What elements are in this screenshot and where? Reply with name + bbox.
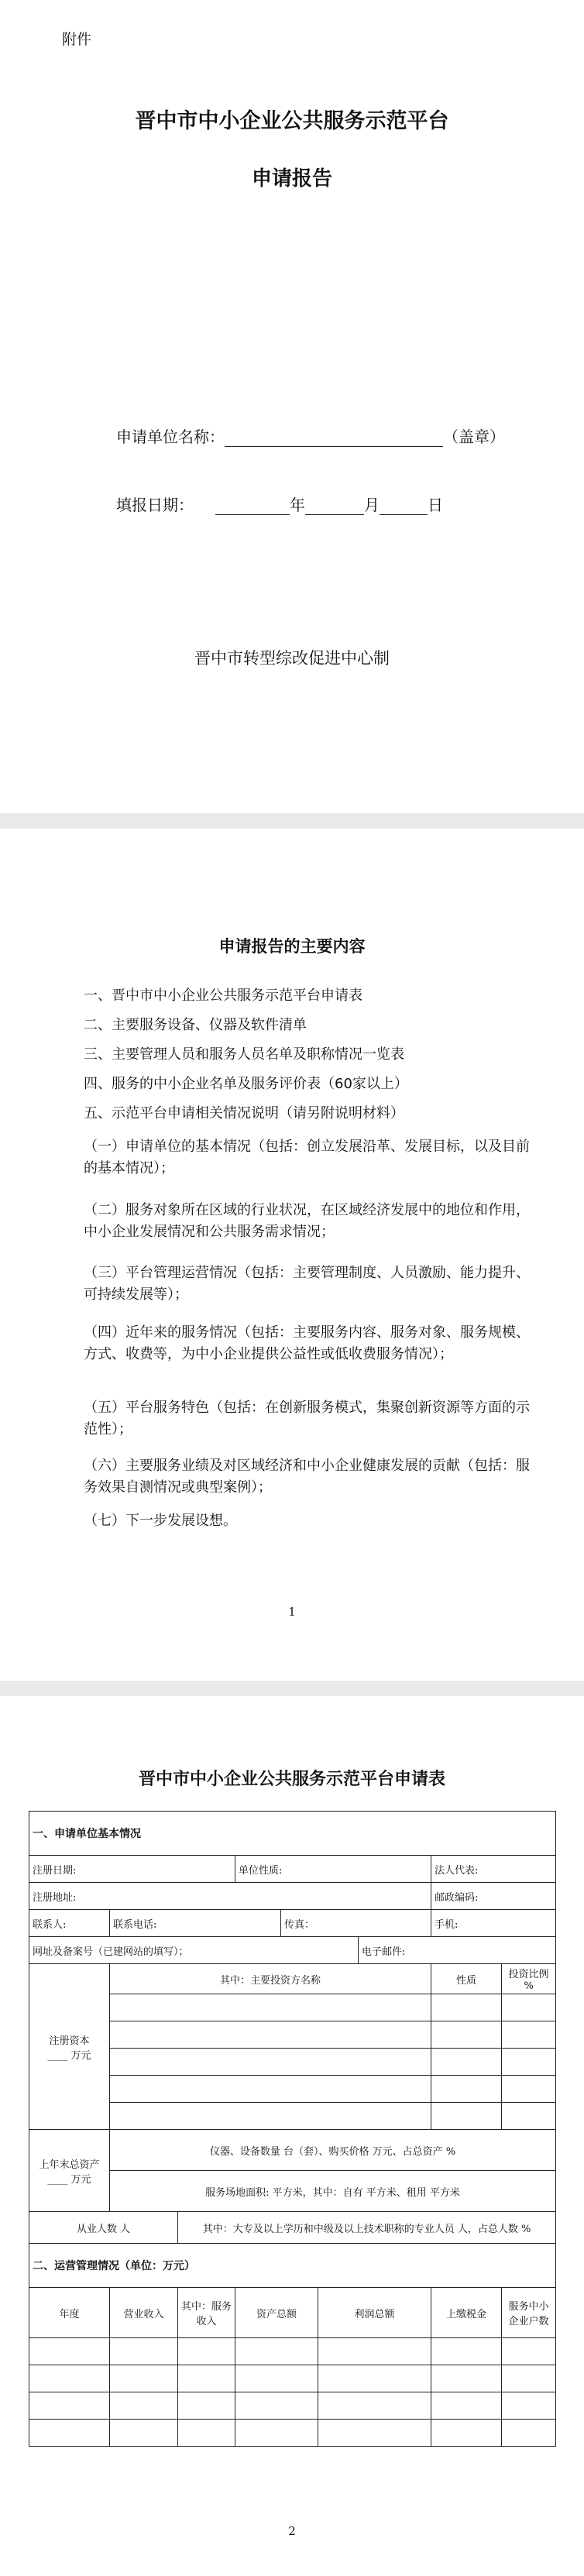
- cell[interactable]: [178, 2392, 235, 2420]
- detail-item: （六）主要服务业绩及对区域经济和中小企业健康发展的贡献（包括：服务效果自测情况或典型案例）；: [84, 1458, 530, 1496]
- legal-rep-field[interactable]: 法人代表:: [431, 1856, 556, 1883]
- applicant-line: [116, 424, 505, 447]
- cell[interactable]: [502, 2338, 556, 2365]
- cell[interactable]: [502, 2365, 556, 2392]
- total-assets-unit: ____ 万元: [47, 2173, 91, 2186]
- mobile-field[interactable]: 手机:: [431, 1910, 556, 1937]
- cell[interactable]: [235, 2392, 318, 2420]
- application-table: [29, 1811, 556, 2447]
- postcode-field[interactable]: 邮政编码:: [431, 1883, 556, 1910]
- investor-name-cell[interactable]: [110, 2076, 431, 2103]
- cell[interactable]: [110, 2365, 178, 2392]
- reg-capital-label: 注册资本: [49, 2035, 90, 2047]
- detail-item: （七）下一步发展设想。: [84, 1513, 237, 1529]
- unit-nature-field[interactable]: 单位性质:: [235, 1856, 431, 1883]
- investor-ratio-cell[interactable]: [502, 2076, 556, 2103]
- reg-address-field[interactable]: 注册地址:: [29, 1883, 431, 1910]
- detail-item: （二）服务对象所在区域的行业状况，在区域经济发展中的地位和作用，中小企业发展情况和公共服务需求情况；: [84, 1202, 530, 1240]
- page-number: 2: [288, 2524, 296, 2538]
- investor-ratio-cell[interactable]: [502, 2021, 556, 2049]
- cell[interactable]: [110, 2420, 178, 2447]
- investors-header: 其中：主要投资方名称: [110, 1964, 431, 1994]
- cell[interactable]: [178, 2365, 235, 2392]
- toc-item: 五、示范平台申请相关情况说明（请另附说明材料）: [84, 1105, 404, 1121]
- cell[interactable]: [318, 2365, 431, 2392]
- detail-item: （五）平台服务特色（包括：在创新服务模式，集聚创新资源等方面的示范性）；: [84, 1400, 530, 1437]
- col-header-total-assets: 资产总额: [235, 2288, 318, 2338]
- section-basic-info: 一、申请单位基本情况: [29, 1812, 556, 1856]
- cell[interactable]: [235, 2365, 318, 2392]
- table-row: [29, 2392, 556, 2420]
- email-field[interactable]: 电子邮件:: [359, 1937, 556, 1964]
- cell[interactable]: [431, 2420, 502, 2447]
- cell[interactable]: [29, 2420, 110, 2447]
- seal-label: （盖章）: [443, 428, 505, 446]
- section-operations: 二、运营管理情况（单位：万元）: [29, 2244, 556, 2288]
- reg-date-field[interactable]: 注册日期:: [29, 1856, 235, 1883]
- cell[interactable]: [318, 2420, 431, 2447]
- form-title: 晋中市中小企业公共服务示范平台申请表: [138, 1770, 445, 1789]
- toc-item: 四、服务的中小企业名单及服务评价表（60家以上）: [84, 1076, 408, 1092]
- year-label: 年: [290, 496, 305, 514]
- investor-name-cell[interactable]: [110, 2021, 431, 2049]
- service-site-line[interactable]: 服务场地面积: 平方米，其中：自有 平方米、租用 平方米: [110, 2171, 556, 2212]
- toc-item: 三、主要管理人员和服务人员名单及职称情况一览表: [84, 1046, 404, 1063]
- cell[interactable]: [431, 2392, 502, 2420]
- toc-item: 一、晋中市中小企业公共服务示范平台申请表: [84, 987, 362, 1004]
- total-assets-cell: [29, 2130, 110, 2212]
- contents-heading: 申请报告的主要内容: [218, 937, 366, 956]
- cell[interactable]: [178, 2338, 235, 2365]
- cell[interactable]: [431, 2365, 502, 2392]
- page-number: 1: [288, 1605, 296, 1619]
- cover-title: 晋中市中小企业公共服务示范平台: [135, 109, 449, 133]
- ratio-header: 投资比例 %: [502, 1964, 556, 1994]
- investor-nature-cell[interactable]: [431, 2021, 502, 2049]
- day-label: 日: [428, 496, 443, 514]
- cover-subtitle: 申请报告: [251, 167, 332, 191]
- contact-phone-field[interactable]: 联系电话:: [110, 1910, 281, 1937]
- cell[interactable]: [235, 2420, 318, 2447]
- day-blank: [380, 499, 428, 515]
- application-form-page: [0, 1696, 584, 2576]
- cell[interactable]: [502, 2392, 556, 2420]
- investor-name-cell[interactable]: [110, 2049, 431, 2076]
- cell[interactable]: [29, 2392, 110, 2420]
- col-header-revenue: 营业收入: [110, 2288, 178, 2338]
- cell[interactable]: [318, 2392, 431, 2420]
- table-row: [29, 2420, 556, 2447]
- year-blank: [215, 499, 290, 515]
- col-header-profit: 利润总额: [318, 2288, 431, 2338]
- investor-nature-cell[interactable]: [431, 2076, 502, 2103]
- staff-count-field[interactable]: 从业人数 人: [29, 2212, 178, 2244]
- month-label: 月: [364, 496, 380, 514]
- cell[interactable]: [110, 2392, 178, 2420]
- cover-page: [0, 0, 584, 813]
- investor-ratio-cell[interactable]: [502, 2049, 556, 2076]
- reg-capital-unit: ____ 万元: [47, 2049, 91, 2062]
- col-header-tax: 上缴税金: [431, 2288, 502, 2338]
- investor-ratio-cell[interactable]: [502, 1994, 556, 2021]
- contents-page: [0, 829, 584, 1681]
- investor-nature-cell[interactable]: [431, 1994, 502, 2021]
- contact-field[interactable]: 联系人:: [29, 1910, 110, 1937]
- cell[interactable]: [235, 2338, 318, 2365]
- detail-item: （四）近年来的服务情况（包括：主要服务内容、服务对象、服务规模、方式、收费等，为中小企业提供公益性或低收费服务情况）；: [84, 1324, 530, 1362]
- investor-name-cell[interactable]: [110, 2103, 431, 2130]
- toc-item: 二、主要服务设备、仪器及软件清单: [84, 1017, 307, 1033]
- cell[interactable]: [178, 2420, 235, 2447]
- date-line: [116, 493, 443, 515]
- cell[interactable]: [502, 2420, 556, 2447]
- applicant-blank: [225, 431, 443, 447]
- col-header-year: 年度: [29, 2288, 110, 2338]
- table-row: [29, 2365, 556, 2392]
- detail-item: （一）申请单位的基本情况（包括：创立发展沿革、发展目标，以及目前的基本情况）；: [84, 1139, 530, 1176]
- month-blank: [305, 499, 364, 515]
- cell[interactable]: [431, 2338, 502, 2365]
- investor-nature-cell[interactable]: [431, 2049, 502, 2076]
- applicant-label: 申请单位名称：: [116, 428, 225, 446]
- col-header-smes-served: 服务中小企业户数: [502, 2288, 556, 2338]
- investor-ratio-cell[interactable]: [502, 2103, 556, 2130]
- website-field[interactable]: 网址及备案号（已建网站的填写）；: [29, 1937, 359, 1964]
- staff-detail-field[interactable]: 其中：大专及以上学历和中级及以上技术职称的专业人员 人，占总人数 %: [178, 2212, 556, 2244]
- investor-name-cell[interactable]: [110, 1994, 431, 2021]
- date-label: 填报日期：: [116, 496, 194, 514]
- cell[interactable]: [318, 2338, 431, 2365]
- issuer: 晋中市转型综改促进中心制: [194, 649, 390, 668]
- attachment-label: 附件: [62, 31, 92, 48]
- equipment-line[interactable]: 仪器、设备数量 台（套）、购买价格 万元、占总资产 %: [110, 2130, 556, 2171]
- cell[interactable]: [29, 2338, 110, 2365]
- total-assets-label: 上年末总资产: [39, 2159, 100, 2171]
- col-header-service-revenue: 其中：服务收入: [178, 2288, 235, 2338]
- table-row: [29, 2338, 556, 2365]
- nature-header: 性质: [431, 1964, 502, 1994]
- detail-item: （三）平台管理运营情况（包括：主要管理制度、人员激励、能力提升、可持续发展等）；: [84, 1265, 530, 1303]
- investor-nature-cell[interactable]: [431, 2103, 502, 2130]
- cell[interactable]: [29, 2365, 110, 2392]
- fax-field[interactable]: 传真：: [281, 1910, 431, 1937]
- cell[interactable]: [110, 2338, 178, 2365]
- reg-capital-cell: [29, 1964, 110, 2130]
